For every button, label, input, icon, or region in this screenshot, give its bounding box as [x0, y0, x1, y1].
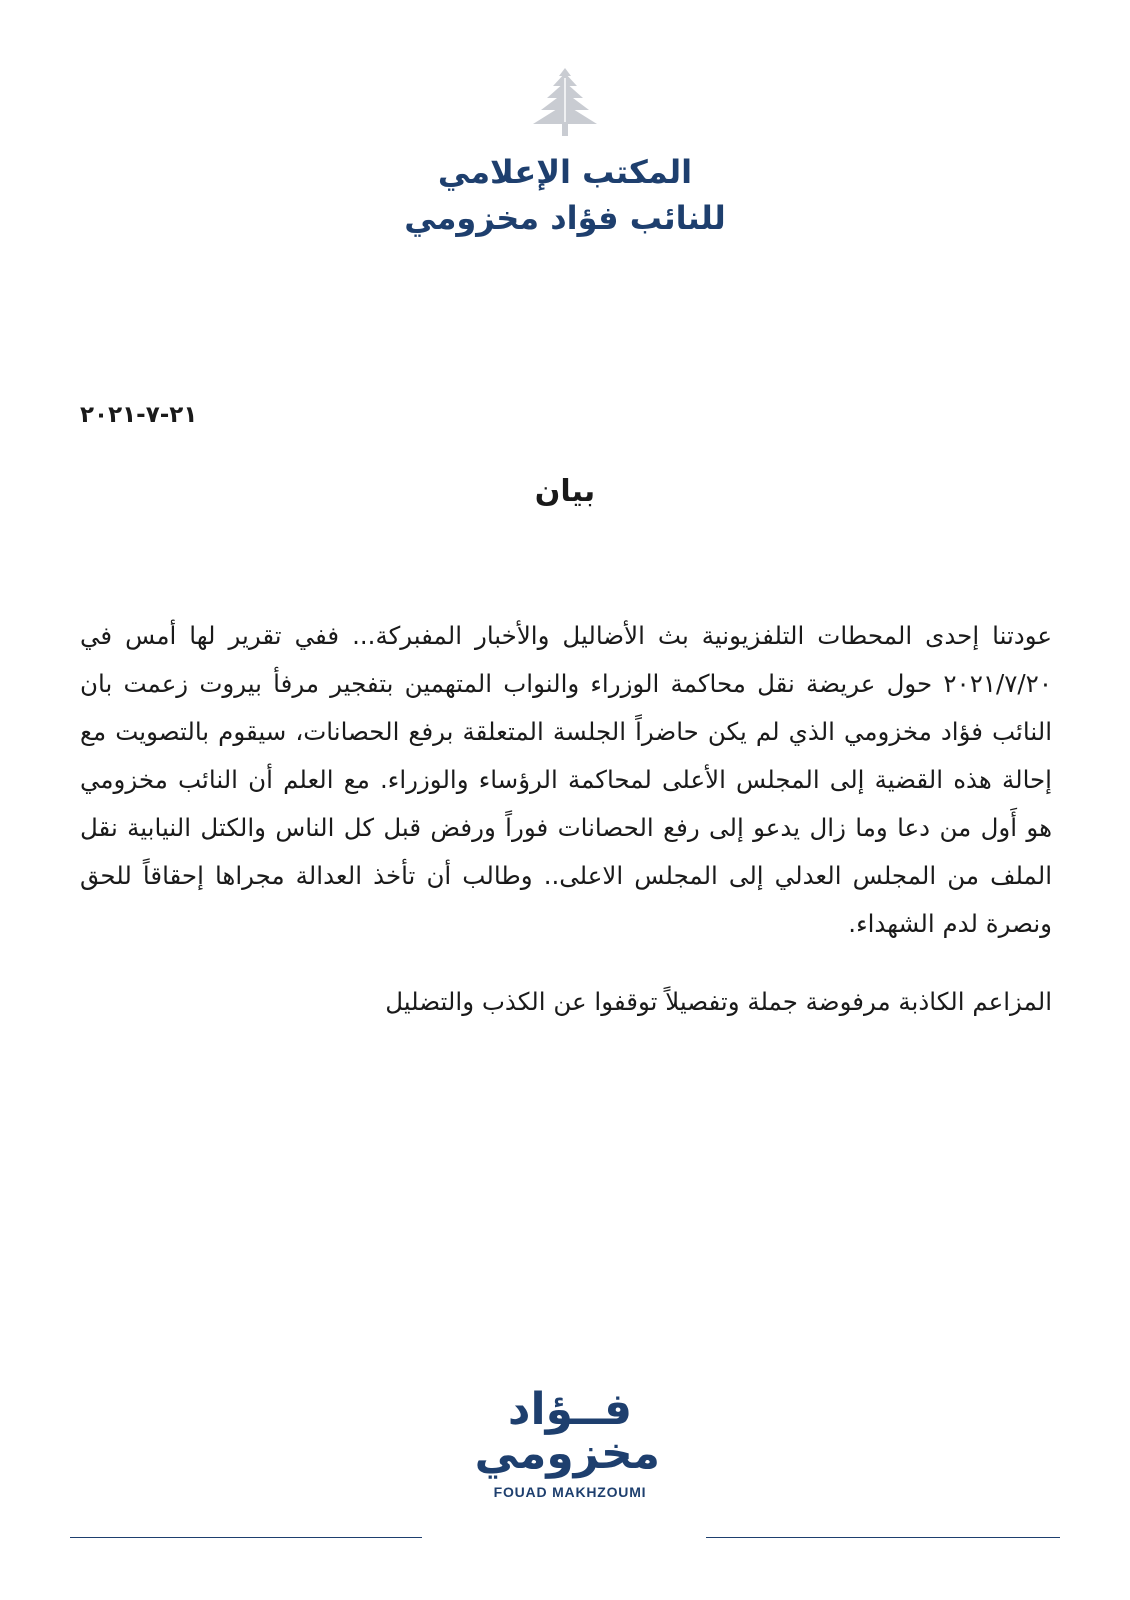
statement-closing: المزاعم الكاذبة مرفوضة جملة وتفصيلاً توقفوا عن الكذب والتضليل [385, 987, 1052, 1016]
office-title-line1: المكتب الإعلامي [437, 153, 693, 191]
fouad-makhzoumi-logo [474, 1384, 660, 1500]
cedar-tree-icon [525, 66, 605, 138]
statement-date: ٢١-٧-٢٠٢١ [80, 402, 198, 428]
logo-arabic-line2: مخزومي [474, 1428, 660, 1479]
footer-divider-right [706, 1537, 1060, 1538]
logo-arabic-line1: فــؤاد [507, 1384, 633, 1435]
office-title-line2: للنائب فؤاد مخزومي [404, 199, 726, 237]
logo-english-name: FOUAD MAKHZOUMI [493, 1484, 647, 1500]
statement-body: عودتنا إحدى المحطات التلفزيونية بث الأضاليل والأخبار المفبركة... ففي تقرير لها أمس في ٢٠٢١/٧/٢٠ حول عريضة نقل محاكمة الوزراء والنواب المتهمين بتفجير مرفأ بيروت زعمت بان النائب فؤاد مخزومي الذي لم يكن حاضراً الجلسة المتعلقة برفع الحصانات، سيقوم بالتصويت مع إحالة هذه القضية إلى المجلس الأعلى لمحاكمة الرؤساء والوزراء. مع العلم أن النائب مخزومي هو أَول من دعا وما زال يدعو إلى رفع الحصانات فوراً ورفض قبل كل الناس والكتل النيابية نقل الملف من المجلس العدلي إلى المجلس الاعلى.. وطالب أن تأخذ العدالة مجراها إحقاقاً للحق ونصرة لدم الشهداء. [80, 621, 1052, 938]
footer-divider-left [70, 1537, 422, 1538]
statement-heading: بيان [534, 474, 596, 509]
